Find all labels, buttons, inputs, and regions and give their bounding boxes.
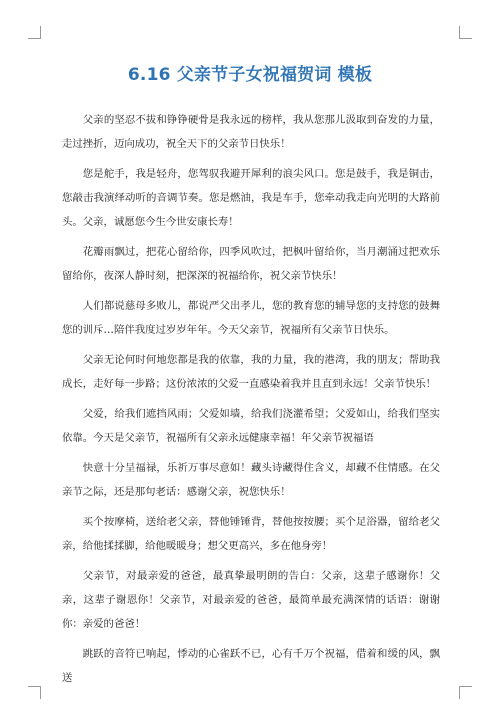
- document-body: [62, 108, 440, 696]
- paragraph: 花瓣雨飘过，把花心留给你，四季风吹过，把枫叶留给你，当月潮涌过把欢乐留给你，夜深人静时刻，把深深的祝福给你，祝父亲节快乐！: [62, 246, 440, 282]
- document-title: 6.16 父亲节子女祝福贺词 模板: [127, 65, 373, 85]
- crop-mark-top-left: [28, 26, 41, 39]
- paragraph: 父亲的坚忍不拔和铮铮硬骨是我永远的榜样，我从您那儿汲取到奋发的力量，走过挫折，迈向成功，祝全天下的父亲节日快乐！: [62, 114, 440, 150]
- paragraph: 您是舵手，我是轻舟，您驾驭我避开犀利的浪尖风口。您是鼓手，我是铜击，您敲击我演绎动听的音调节奏。您是燃油，我是车手，您牵动我走向光明的大路前头。父亲，诚愿您今生今世安康长寿！: [62, 168, 440, 228]
- crop-mark-bottom-right: [459, 686, 472, 699]
- crop-mark-bottom-left: [28, 686, 41, 699]
- paragraph: 父亲无论何时何地您都是我的依靠，我的力量，我的港湾，我的朋友；帮助我成长，走好每一步路；这份浓浓的父爱一直感染着我并且直到永远！父亲节快乐！: [62, 354, 440, 390]
- paragraph: 买个按摩椅，送给老父亲，替他锤锤背，替他按按腰；买个足浴器，留给老父亲，给他揉揉脚，给他暖暖身；想父更高兴，多在他身旁！: [62, 516, 440, 552]
- paragraph: 父爱，给我们遮挡风雨；父爱如墙，给我们浇灌希望；父爱如山，给我们坚实依靠。今天是父亲节，祝福所有父亲永远健康幸福！年父亲节祝福语: [62, 408, 440, 444]
- paragraph: 快意十分呈福禄，乐祈万事尽意如！藏头诗藏得住含义，却藏不住情感。在父亲节之际，还是那句老话：感谢父亲，祝您快乐！: [62, 462, 440, 498]
- crop-mark-top-right: [459, 26, 472, 39]
- paragraph: 父亲节，对最亲爱的爸爸，最真挚最明朗的告白：父亲，这辈子感谢你！父亲，这辈子谢恩你！父亲节，对最亲爱的爸爸，最简单最充满深情的话语：谢谢你：亲爱的爸爸！: [62, 570, 440, 630]
- paragraph: 人们都说慈母多败儿，都说严父出孝儿，您的教育您的辅导您的支持您的鼓舞您的训斥…陪伴我度过岁岁年年。今天父亲节，祝福所有父亲节日快乐。: [62, 300, 440, 336]
- paragraph: 跳跃的音符已响起，悸动的心雀跃不已，心有千万个祝福，借着和缓的风，飘送: [62, 648, 440, 684]
